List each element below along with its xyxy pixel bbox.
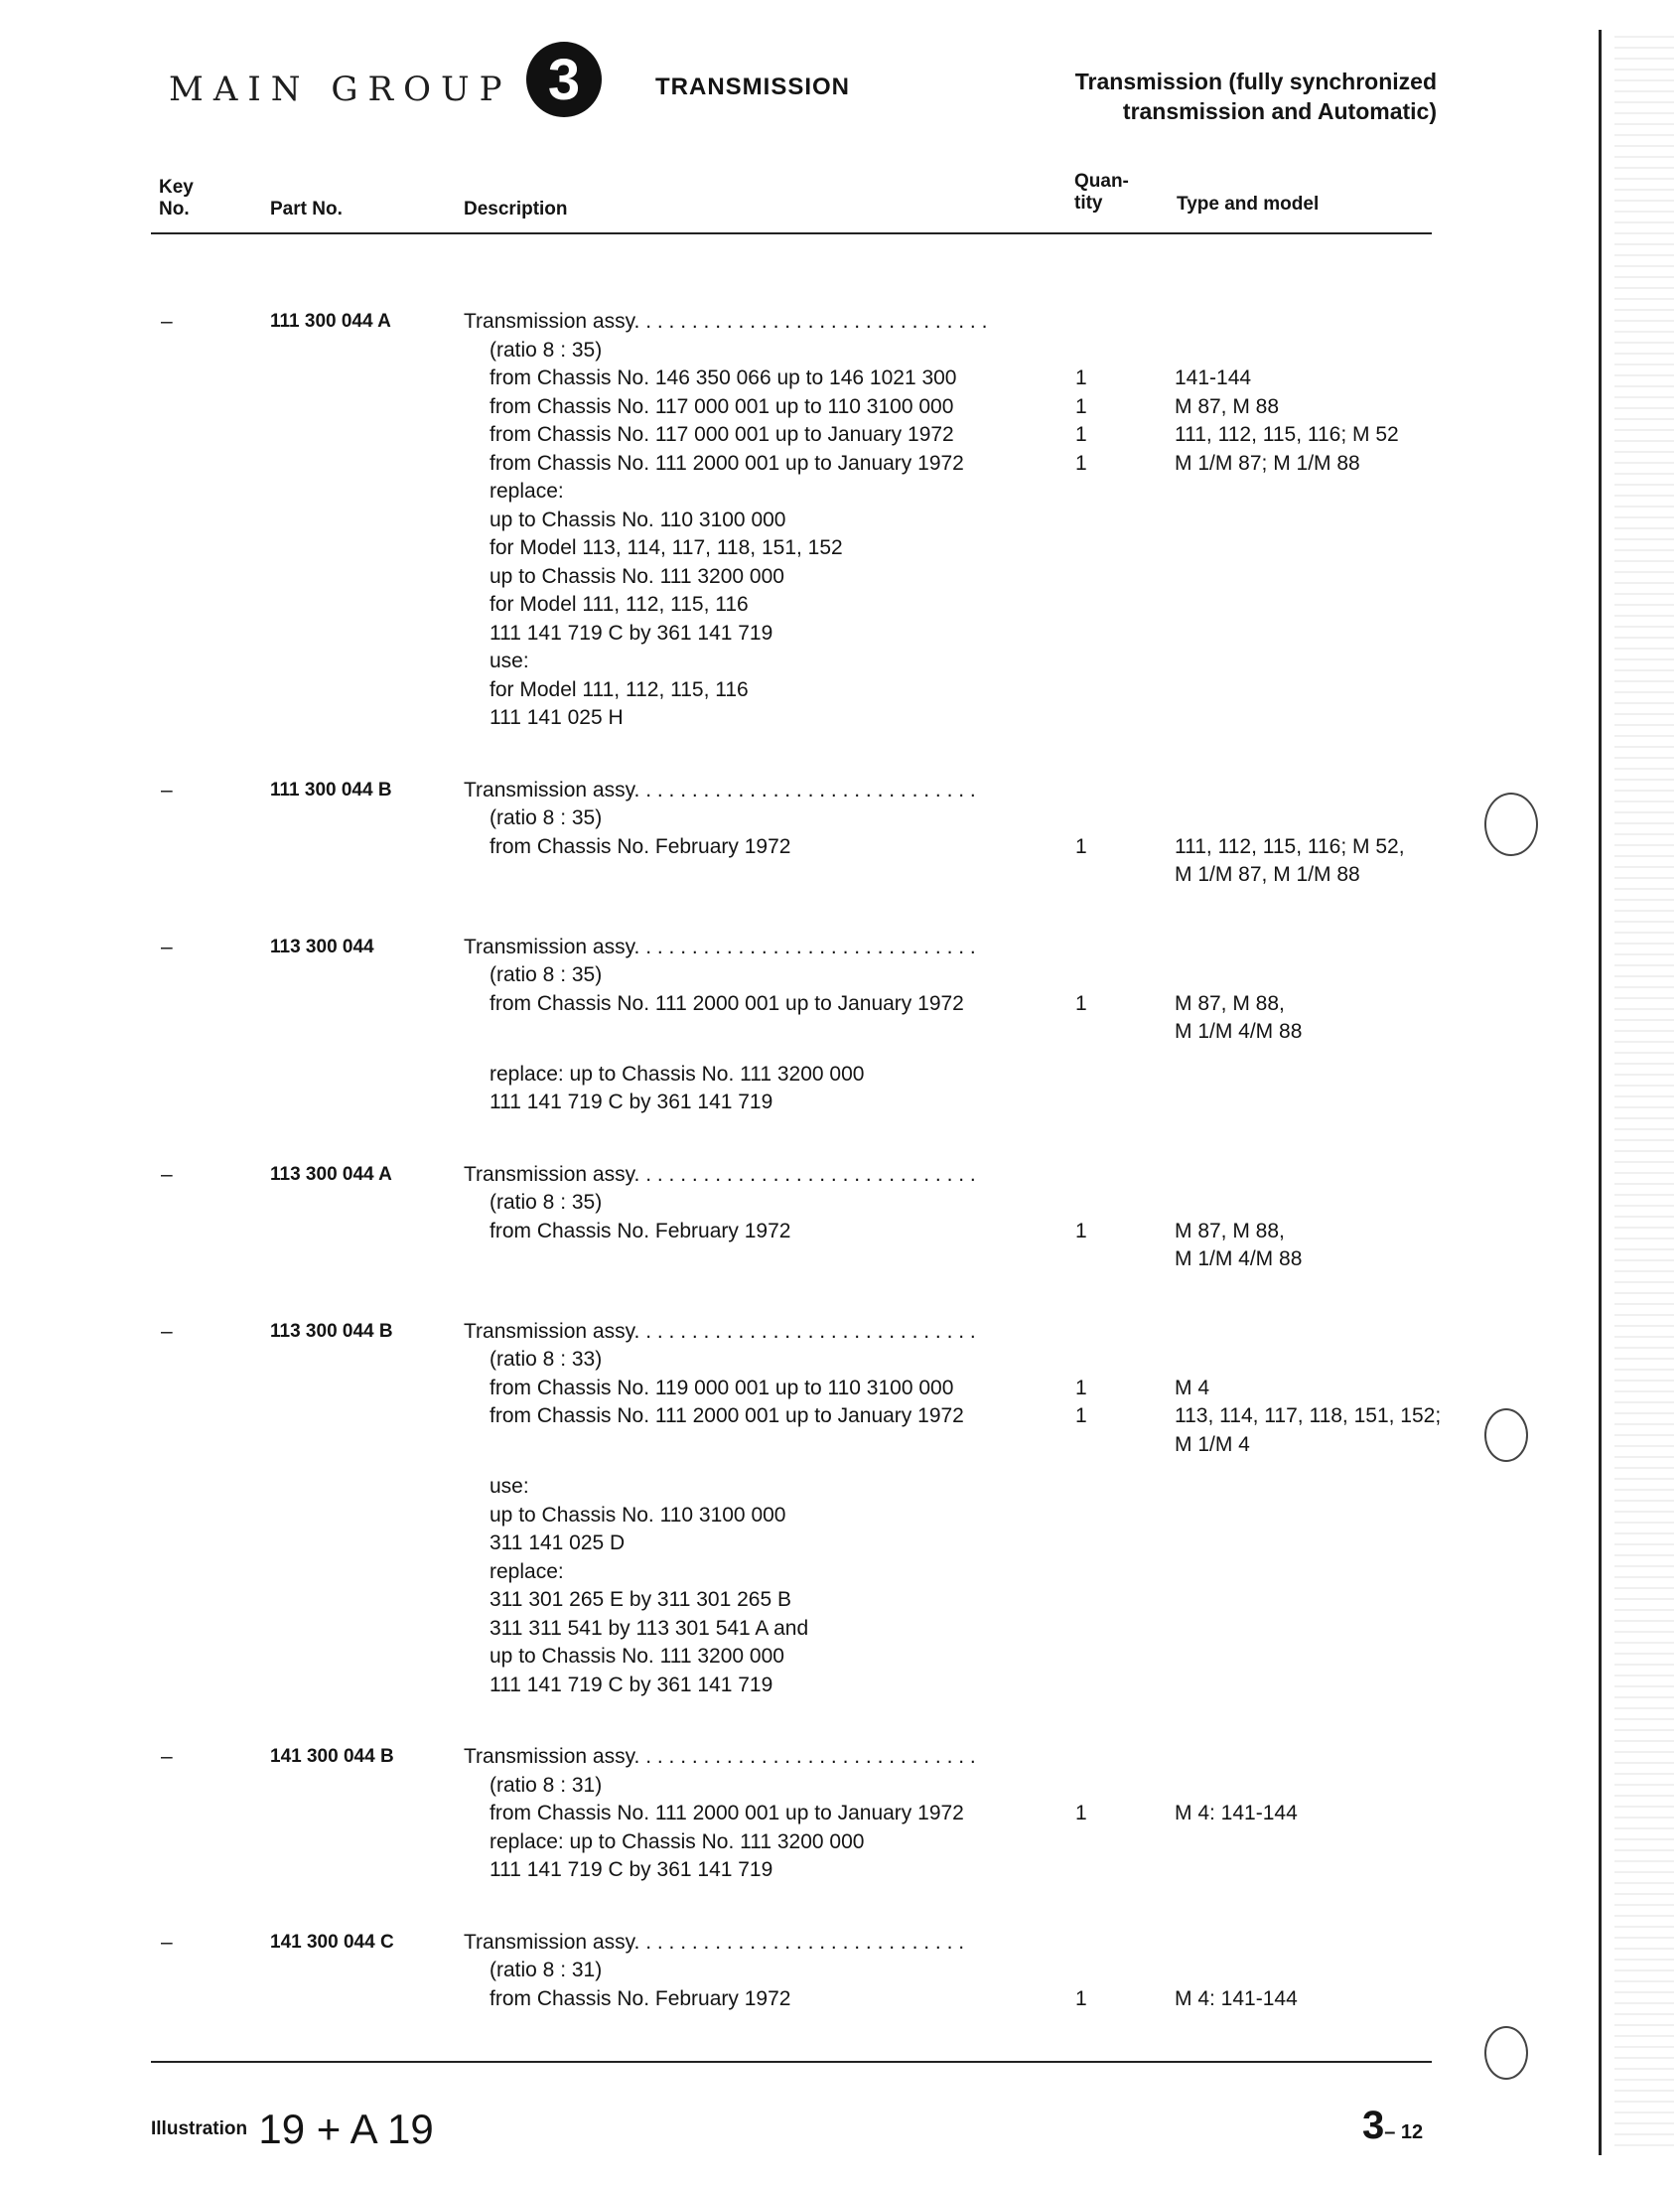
description-title: Transmission assy. . . . . . . . . . . . . . . . . . . . . . . . . . . . . . [464,1745,976,1768]
description-line [490,337,1680,365]
description-line [490,1061,1680,1090]
part-number: 113 300 044 A [270,1163,392,1185]
description-line [490,861,1680,890]
description-title: Transmission assy. . . . . . . . . . . . . . . . . . . . . . . . . . . . . . [464,778,976,801]
description-text: (ratio 8 : 31) [490,1773,603,1797]
parts-list [0,308,1680,2057]
description-text: replace: up to Chassis No. 111 3200 000 [490,1829,865,1853]
description-text: from Chassis No. 111 2000 001 up to January 1972 [490,1802,964,1824]
quantity: 1 [1075,1404,1087,1427]
description-line [490,1856,1680,1885]
description-text: 111 141 025 H [490,706,624,729]
punch-hole [1484,2026,1528,2080]
description-line [490,1218,1680,1246]
description-text: (ratio 8 : 33) [490,1348,603,1371]
type-model: M 1/M 87, M 1/M 88 [1175,863,1360,886]
description-line [490,1189,1680,1218]
column-part-no: Part No. [270,199,343,219]
description-block [464,308,1680,733]
quantity: 1 [1075,451,1087,475]
header-divider [151,232,1432,234]
description-text: replace: up to Chassis No. 111 3200 000 [490,1062,865,1086]
column-quantity-line-2: tity [1074,193,1103,214]
description-line [490,534,1680,563]
column-quantity [1074,171,1129,215]
type-model: M 87, M 88, [1175,1219,1285,1242]
description-line [490,1772,1680,1801]
description-text: 311 311 541 by 113 301 541 A and [490,1616,809,1640]
parts-entry [0,1743,1680,1885]
description-line [490,1828,1680,1857]
type-model: 141-144 [1175,366,1252,389]
description-title: Transmission assy. . . . . . . . . . . . . . . . . . . . . . . . . . . . . . [464,935,976,958]
description-line [490,1586,1680,1615]
type-model: M 1/M 87; M 1/M 88 [1175,451,1360,475]
type-model: M 1/M 4/M 88 [1175,1020,1303,1043]
description-text: from Chassis No. February 1972 [490,1219,791,1242]
part-number: 111 300 044 B [270,779,392,801]
description-line [490,1615,1680,1644]
description-text: use: [490,1475,529,1498]
main-group-label: MAIN GROUP [169,70,512,109]
description-text: up to Chassis No. 111 3200 000 [490,1645,784,1668]
description-line [490,620,1680,649]
column-key-no-line-2: No. [159,199,190,219]
description-block [464,1161,1680,1274]
description-title: Transmission assy. . . . . . . . . . . . . . . . . . . . . . . . . . . . . [464,1930,965,1954]
description-line [490,450,1680,479]
parts-entry [0,934,1680,1117]
quantity: 1 [1075,1376,1087,1399]
description-text: 111 141 719 C by 361 141 719 [490,1673,773,1696]
column-description: Description [464,199,568,219]
illustration-label: Illustration [151,2118,248,2140]
description-line [490,563,1680,592]
description-title: Transmission assy. . . . . . . . . . . . . . . . . . . . . . . . . . . . . . [464,1319,976,1343]
description-block [464,1743,1680,1885]
description-text: from Chassis No. 119 000 001 up to 110 3100 000 [490,1376,954,1399]
quantity: 1 [1075,366,1087,389]
description-line [490,1985,1680,2014]
parts-entry [0,777,1680,890]
description-line [490,1672,1680,1700]
description-text: from Chassis No. 111 2000 001 up to January 1972 [490,991,964,1015]
key-number: – [161,935,173,958]
key-number: – [161,1319,173,1343]
description-line [490,393,1680,422]
type-model: M 4: 141-144 [1175,1986,1298,2010]
quantity: 1 [1075,991,1087,1015]
description-text: (ratio 8 : 35) [490,963,603,986]
parts-entry [0,1929,1680,2014]
type-model: 111, 112, 115, 116; M 52 [1175,423,1399,446]
punch-hole [1484,793,1538,856]
column-quantity-line-1: Quan- [1074,171,1129,192]
key-number: – [161,1745,173,1768]
type-model: 111, 112, 115, 116; M 52, [1175,834,1405,858]
part-number: 113 300 044 [270,936,374,957]
description-text: 311 141 025 D [490,1531,626,1554]
punch-hole [1484,1408,1528,1462]
description-line [490,1375,1680,1403]
description-text: from Chassis No. 111 2000 001 up to January 1972 [490,1404,964,1427]
footer-divider [151,2061,1432,2063]
type-model: M 4: 141-144 [1175,1802,1298,1824]
subsection-title [1075,67,1437,126]
description-text: for Model 111, 112, 115, 116 [490,593,749,616]
type-model: M 87, M 88 [1175,394,1280,418]
parts-entry [0,1161,1680,1274]
description-line [490,364,1680,393]
description-title: Transmission assy. . . . . . . . . . . . . . . . . . . . . . . . . . . . . . [464,1162,976,1186]
description-line [490,1530,1680,1558]
illustration-reference [151,2106,434,2153]
description-text: 111 141 719 C by 361 141 719 [490,621,773,645]
description-text: for Model 113, 114, 117, 118, 151, 152 [490,536,843,559]
description-text: from Chassis No. February 1972 [490,1986,791,2010]
quantity: 1 [1075,834,1087,858]
description-text: (ratio 8 : 31) [490,1959,603,1981]
description-text: for Model 111, 112, 115, 116 [490,677,749,701]
description-line [490,1245,1680,1274]
description-text: 111 141 719 C by 361 141 719 [490,1858,773,1881]
key-number: – [161,310,173,333]
page-number-main: 3 [1362,2104,1385,2147]
description-line [490,1473,1680,1502]
parts-entry [0,308,1680,733]
type-model: 113, 114, 117, 118, 151, 152; [1175,1404,1442,1427]
binder-strip [1614,30,1674,2155]
quantity: 1 [1075,1986,1087,2010]
quantity: 1 [1075,394,1087,418]
description-line [490,1800,1680,1828]
parts-entry [0,1318,1680,1700]
description-block [464,1929,1680,2014]
group-number-badge: 3 [526,42,602,117]
part-number: 113 300 044 B [270,1320,393,1342]
description-line [490,961,1680,990]
binder-edge [1599,30,1602,2155]
description-line [490,591,1680,620]
subsection-line-1: Transmission (fully synchronized [1074,69,1437,94]
key-number: – [161,778,173,801]
description-text: replace: [490,480,564,503]
description-text: from Chassis No. 111 2000 001 up to January 1972 [490,451,964,475]
type-model: M 1/M 4/M 88 [1175,1247,1303,1270]
description-line [490,1018,1680,1047]
description-line [490,421,1680,450]
description-text: 311 301 265 E by 311 301 265 B [490,1588,791,1611]
description-line [490,1502,1680,1530]
description-line [490,990,1680,1019]
description-line [490,1957,1680,1985]
description-block [464,934,1680,1117]
description-title: Transmission assy. . . . . . . . . . . . . . . . . . . . . . . . . . . . . . . [464,310,988,333]
description-text: (ratio 8 : 35) [490,806,603,829]
key-number: – [161,1162,173,1186]
part-number: 141 300 044 B [270,1746,394,1767]
description-line [490,704,1680,733]
description-line [490,1558,1680,1587]
description-line [490,676,1680,705]
description-text: (ratio 8 : 35) [490,1191,603,1214]
column-type-model: Type and model [1177,194,1320,215]
type-model: M 87, M 88, [1175,991,1285,1015]
description-text: from Chassis No. 117 000 001 up to January 1972 [490,423,954,446]
description-text: from Chassis No. 117 000 001 up to 110 3100 000 [490,394,954,418]
description-text: use: [490,650,529,672]
description-line [490,507,1680,535]
description-text: up to Chassis No. 110 3100 000 [490,508,786,531]
subsection-line-2: transmission and Automatic) [1122,98,1437,124]
description-text: up to Chassis No. 111 3200 000 [490,564,784,588]
description-line [490,648,1680,676]
description-line [490,1346,1680,1375]
description-line [490,1643,1680,1672]
description-line [490,478,1680,507]
key-number: – [161,1930,173,1954]
type-model: M 1/M 4 [1175,1432,1250,1456]
description-block [464,1318,1680,1700]
part-number: 111 300 044 A [270,311,391,332]
part-number: 141 300 044 C [270,1931,394,1953]
quantity: 1 [1075,423,1087,446]
type-model: M 4 [1175,1376,1210,1399]
page-number-sub: – 12 [1384,2121,1424,2143]
description-text: from Chassis No. February 1972 [490,834,791,858]
description-text: (ratio 8 : 35) [490,338,603,362]
description-text: replace: [490,1559,564,1583]
column-key-no [159,177,194,220]
quantity: 1 [1075,1802,1087,1824]
column-key-no-line-1: Key [159,177,194,198]
description-line [490,1089,1680,1117]
section-title: TRANSMISSION [655,73,851,100]
description-text: from Chassis No. 146 350 066 up to 146 1021 300 [490,366,957,389]
description-text: up to Chassis No. 110 3100 000 [490,1503,786,1527]
page-number [1362,2104,1423,2148]
quantity: 1 [1075,1219,1087,1242]
illustration-number: 19 + A 19 [258,2106,434,2152]
description-text: 111 141 719 C by 361 141 719 [490,1091,773,1113]
